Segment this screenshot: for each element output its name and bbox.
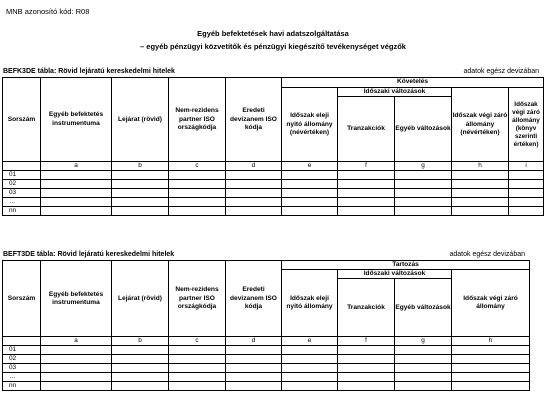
data-cell[interactable] <box>452 373 530 382</box>
letter-cell: f <box>338 162 395 171</box>
data-cell[interactable] <box>452 198 509 207</box>
data-cell[interactable] <box>282 171 338 180</box>
letter-cell: f <box>338 337 395 346</box>
data-cell[interactable] <box>112 207 169 216</box>
data-cell[interactable] <box>395 198 452 207</box>
data-cell[interactable] <box>338 189 395 198</box>
data-cell[interactable] <box>395 382 452 391</box>
letter-cell: d <box>226 162 282 171</box>
data-cell[interactable] <box>338 207 395 216</box>
data-cell[interactable] <box>112 373 169 382</box>
letter-cell: g <box>395 337 452 346</box>
data-cell[interactable] <box>41 382 112 391</box>
col-instrument: Egyéb befektetés instrumentuma <box>41 78 112 162</box>
data-cell[interactable] <box>169 355 226 364</box>
letter-cell: h <box>452 337 530 346</box>
letter-cell: g <box>395 162 452 171</box>
row-label: … <box>3 198 41 207</box>
data-cell[interactable] <box>112 346 169 355</box>
row-label: 02 <box>3 180 41 189</box>
data-cell[interactable] <box>395 355 452 364</box>
data-cell[interactable] <box>169 373 226 382</box>
data-cell[interactable] <box>452 180 509 189</box>
table-row <box>3 198 544 207</box>
letter-cell: c <box>169 337 226 346</box>
data-cell[interactable] <box>395 364 452 373</box>
row-label: 01 <box>3 171 41 180</box>
data-cell[interactable] <box>395 180 452 189</box>
col-tranzakciok: Tranzakciók <box>338 97 395 162</box>
data-cell[interactable] <box>226 180 282 189</box>
col-lejarat: Lejárat (rövid) <box>112 78 169 162</box>
table-row <box>3 373 530 382</box>
data-cell[interactable] <box>282 364 338 373</box>
group-header: Követelés <box>282 78 544 88</box>
letter-cell <box>3 337 41 346</box>
letter-cell: h <box>452 162 509 171</box>
letter-cell <box>3 162 41 171</box>
letter-cell: e <box>282 162 338 171</box>
col-deviza: Eredeti devizanem ISO kódja <box>226 78 282 162</box>
data-cell[interactable] <box>282 198 338 207</box>
letter-cell: i <box>509 162 544 171</box>
data-cell[interactable] <box>169 382 226 391</box>
row-label: 03 <box>3 189 41 198</box>
data-cell[interactable] <box>338 198 395 207</box>
data-cell[interactable] <box>112 189 169 198</box>
data-cell[interactable] <box>226 207 282 216</box>
group-header: Tartozás <box>282 261 530 270</box>
col-partner: Nem-rezidens partner ISO országkódja <box>169 261 226 337</box>
data-cell[interactable] <box>395 373 452 382</box>
data-cell[interactable] <box>169 189 226 198</box>
data-cell[interactable] <box>338 364 395 373</box>
row-label: nn <box>3 207 41 216</box>
table-row <box>3 364 530 373</box>
data-cell[interactable] <box>452 189 509 198</box>
data-cell[interactable] <box>338 346 395 355</box>
col-nyito: Időszak eleji nyitó állomány (névértéken) <box>282 88 338 162</box>
data-cell[interactable] <box>226 355 282 364</box>
col-sorszam: Sorszám <box>3 78 41 162</box>
data-cell[interactable] <box>41 364 112 373</box>
data-cell[interactable] <box>41 355 112 364</box>
data-cell[interactable] <box>169 198 226 207</box>
data-cell[interactable] <box>452 355 530 364</box>
data-cell[interactable] <box>169 171 226 180</box>
col-sorszam: Sorszám <box>3 261 41 337</box>
table-row <box>3 180 544 189</box>
col-partner: Nem-rezidens partner ISO országkódja <box>169 78 226 162</box>
data-cell[interactable] <box>282 373 338 382</box>
col-zaro: Időszak végi záró állomány <box>452 270 530 337</box>
data-cell[interactable] <box>169 207 226 216</box>
data-cell[interactable] <box>509 171 544 180</box>
data-cell[interactable] <box>509 189 544 198</box>
col-zaro: Időszak végi záró állomány (névértéken) <box>452 88 509 162</box>
table-row <box>3 355 530 364</box>
data-cell[interactable] <box>112 171 169 180</box>
data-cell[interactable] <box>41 180 112 189</box>
col-egyeb: Egyéb változások <box>395 97 452 162</box>
table-row <box>3 189 544 198</box>
table-row <box>3 207 544 216</box>
data-cell[interactable] <box>41 189 112 198</box>
data-cell[interactable] <box>395 189 452 198</box>
provider-code: MNB azonosító kód: R08 <box>6 7 90 16</box>
subgroup-header: Időszaki változások <box>338 270 452 279</box>
col-egyeb: Egyéb változások <box>395 279 452 337</box>
col-instrument: Egyéb befektetés instrumentuma <box>41 261 112 337</box>
row-label: 02 <box>3 355 41 364</box>
data-cell[interactable] <box>452 171 509 180</box>
data-cell[interactable] <box>282 346 338 355</box>
table2-name: BEFT3DE tábla: Rövid lejáratú kereskedelmi hitelek <box>3 251 175 258</box>
letter-cell: d <box>226 337 282 346</box>
data-cell[interactable] <box>226 346 282 355</box>
data-cell[interactable] <box>338 180 395 189</box>
letter-cell: a <box>41 337 112 346</box>
table-row <box>3 171 544 180</box>
data-cell[interactable] <box>226 382 282 391</box>
col-nyito: Időszak eleji nyitó állomány <box>282 270 338 337</box>
data-cell[interactable] <box>282 207 338 216</box>
data-cell[interactable] <box>41 198 112 207</box>
data-cell[interactable] <box>226 189 282 198</box>
row-label: … <box>3 373 41 382</box>
data-cell[interactable] <box>338 171 395 180</box>
data-cell[interactable] <box>338 382 395 391</box>
letter-cell: e <box>282 337 338 346</box>
table1-name: BEFK3DE tábla: Rövid lejáratú kereskedelmi hitelek <box>3 68 175 75</box>
data-cell[interactable] <box>452 382 530 391</box>
data-cell[interactable] <box>169 364 226 373</box>
data-cell[interactable] <box>452 364 530 373</box>
table2-unit: adatok egész devizában <box>449 251 525 258</box>
data-cell[interactable] <box>509 198 544 207</box>
col-tranzakciok: Tranzakciók <box>338 279 395 337</box>
letter-cell: b <box>112 162 169 171</box>
letter-cell: b <box>112 337 169 346</box>
data-cell[interactable] <box>395 171 452 180</box>
data-cell[interactable] <box>282 355 338 364</box>
data-cell[interactable] <box>41 171 112 180</box>
table1-unit: adatok egész devizában <box>463 68 539 75</box>
data-cell[interactable] <box>282 382 338 391</box>
data-cell[interactable] <box>338 355 395 364</box>
data-cell[interactable] <box>41 346 112 355</box>
data-cell[interactable] <box>226 198 282 207</box>
data-cell[interactable] <box>41 207 112 216</box>
data-cell[interactable] <box>112 198 169 207</box>
col-zaro-konyv: Időszak végi záró állomány (könyv szerinti értéken) <box>509 88 544 162</box>
table1-grid <box>2 77 544 216</box>
data-cell[interactable] <box>395 207 452 216</box>
data-cell[interactable] <box>338 373 395 382</box>
table-row <box>3 382 530 391</box>
subgroup-header: Időszaki változások <box>338 88 452 97</box>
report-subtitle: – egyéb pénzügyi közvetítők és pénzügyi kiegészítő tevékenységet végzők <box>140 42 406 51</box>
data-cell[interactable] <box>282 180 338 189</box>
data-cell[interactable] <box>452 346 530 355</box>
data-cell[interactable] <box>112 355 169 364</box>
data-cell[interactable] <box>169 346 226 355</box>
data-cell[interactable] <box>226 364 282 373</box>
row-label: 01 <box>3 346 41 355</box>
data-cell[interactable] <box>112 382 169 391</box>
data-cell[interactable] <box>509 180 544 189</box>
data-cell[interactable] <box>169 180 226 189</box>
report-title: Egyéb befektetések havi adatszolgáltatása <box>197 29 349 38</box>
letter-cell: a <box>41 162 112 171</box>
data-cell[interactable] <box>509 207 544 216</box>
data-cell[interactable] <box>112 364 169 373</box>
data-cell[interactable] <box>282 189 338 198</box>
row-label: 03 <box>3 364 41 373</box>
data-cell[interactable] <box>41 373 112 382</box>
data-cell[interactable] <box>112 180 169 189</box>
col-lejarat: Lejárat (rövid) <box>112 261 169 337</box>
table-row <box>3 346 530 355</box>
col-deviza: Eredeti devizanem ISO kódja <box>226 261 282 337</box>
data-cell[interactable] <box>395 346 452 355</box>
data-cell[interactable] <box>452 207 509 216</box>
data-cell[interactable] <box>226 171 282 180</box>
row-label: nn <box>3 382 41 391</box>
data-cell[interactable] <box>226 373 282 382</box>
table2-grid <box>2 260 530 391</box>
letter-cell: c <box>169 162 226 171</box>
